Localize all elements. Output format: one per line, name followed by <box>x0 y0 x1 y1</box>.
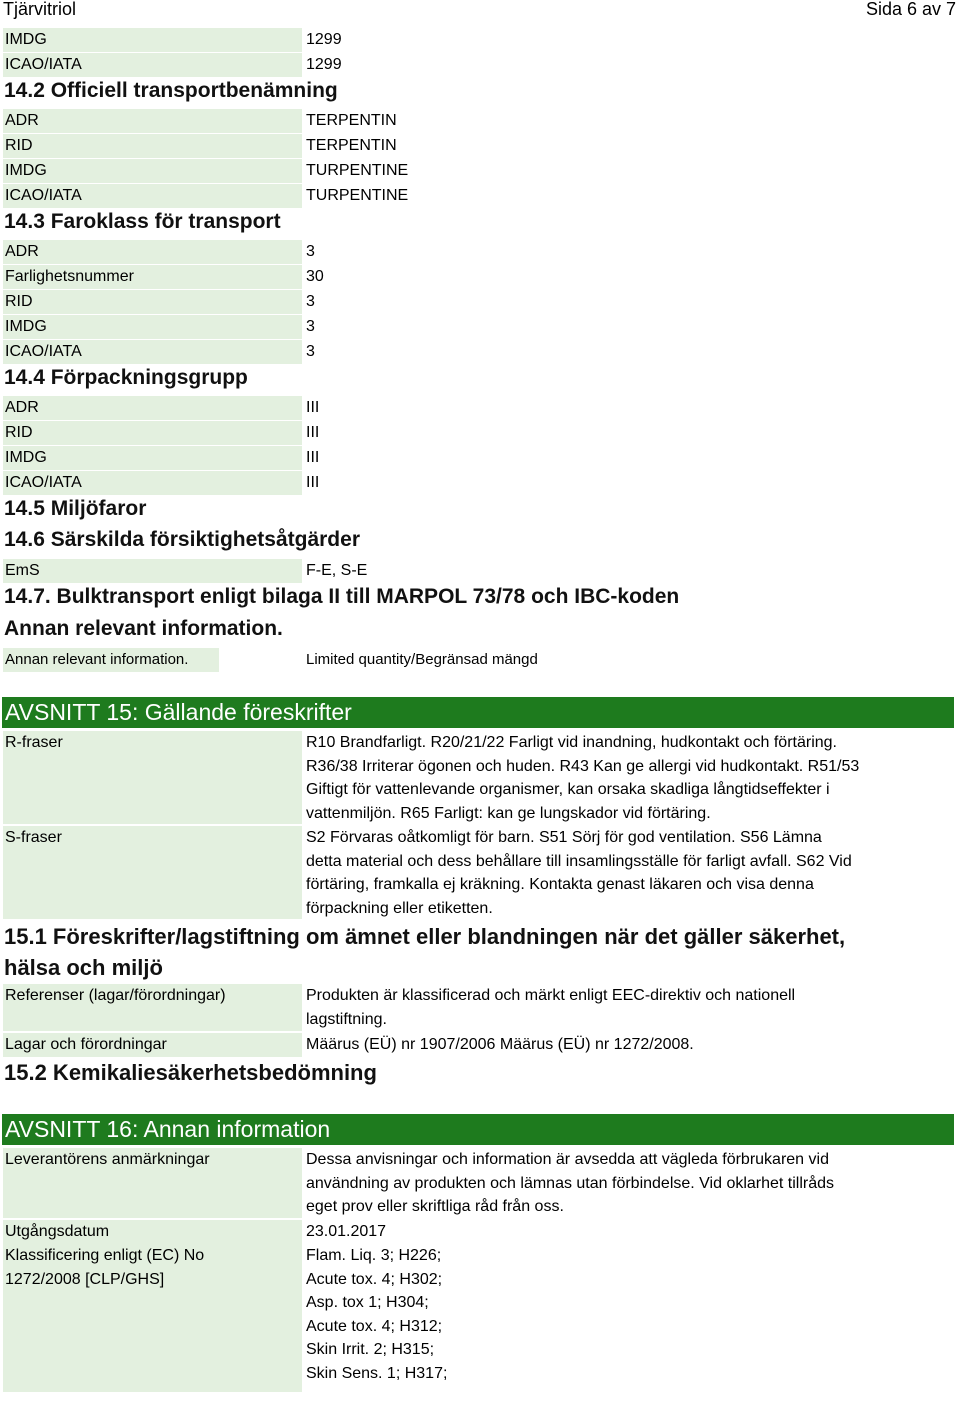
row-label: ADR <box>3 240 302 264</box>
text-line: detta material och dess behållare till insamlingsställe för farligt avfall. S62 Vid <box>306 852 852 870</box>
section-bar-16: AVSNITT 16: Annan information <box>2 1114 954 1145</box>
section-heading-14-4: 14.4 Förpackningsgrupp <box>4 366 248 389</box>
row-label: Leverantörens anmärkningar <box>3 1148 302 1218</box>
row-value: 3 <box>306 343 315 360</box>
row-label: IMDG <box>3 159 302 183</box>
row-label: ADR <box>3 109 302 133</box>
classification-values <box>306 1244 447 1385</box>
row-label: ICAO/IATA <box>3 53 302 77</box>
text-line: vattenmiljön. R65 Farligt: kan ge lungskador vid förtäring. <box>306 804 711 822</box>
supplier-notes <box>306 1148 834 1219</box>
row-label: ICAO/IATA <box>3 184 302 208</box>
document-title: Tjärvitriol <box>3 0 77 19</box>
row-value: Limited quantity/Begränsad mängd <box>306 651 538 668</box>
row-value: III <box>306 399 320 416</box>
r-phrases <box>306 731 859 825</box>
row-label: Utgångsdatum <box>3 1220 302 1244</box>
text-line: 1272/2008 [CLP/GHS] <box>5 1271 165 1288</box>
row-value: 3 <box>306 293 315 310</box>
text-line: Klassificering enligt (EC) No <box>5 1247 205 1264</box>
row-value: III <box>306 424 320 441</box>
row-label: S-fraser <box>3 826 302 919</box>
row-label: IMDG <box>3 446 302 470</box>
section-heading-14-3: 14.3 Faroklass för transport <box>4 210 281 233</box>
section-heading-14-2: 14.2 Officiell transportbenämning <box>4 79 338 102</box>
s-phrases <box>306 826 852 920</box>
section-bar-15: AVSNITT 15: Gällande föreskrifter <box>2 697 954 728</box>
row-value: TERPENTIN <box>306 112 397 129</box>
text-line: Skin Sens. 1; H317; <box>306 1364 448 1382</box>
row-value: TURPENTINE <box>306 187 409 204</box>
text-line: användning av produkten och lämnas utan förbindelse. Vid oklarhet tillråds <box>306 1174 835 1192</box>
row-value: 1299 <box>306 56 342 73</box>
row-label: EmS <box>3 559 302 583</box>
row-value: 3 <box>306 243 315 260</box>
row-label: R-fraser <box>3 731 302 824</box>
row-value: 30 <box>306 268 324 285</box>
row-value: 1299 <box>306 31 342 48</box>
section-heading-14-6: 14.6 Särskilda försiktighetsåtgärder <box>4 528 360 551</box>
text-line: Acute tox. 4; H302; <box>306 1270 443 1288</box>
text-line: R36/38 Irriterar ögonen och huden. R43 Kan ge allergi vid hudkontakt. R51/53 <box>306 757 860 775</box>
text-line: Flam. Liq. 3; H226; <box>306 1247 442 1264</box>
section-heading-14-5: 14.5 Miljöfaror <box>4 497 147 520</box>
section-heading-14-7: 14.7. Bulktransport enligt bilaga II till MARPOL 73/78 och IBC-koden <box>4 585 680 608</box>
row-value: TERPENTIN <box>306 137 397 154</box>
row-label: ICAO/IATA <box>3 471 302 495</box>
section-heading-15-2: 15.2 Kemikaliesäkerhetsbedömning <box>4 1060 377 1085</box>
row-label: RID <box>3 134 302 158</box>
laws: Määrus (EÜ) nr 1907/2006 Määrus (EÜ) nr 1272/2008. <box>306 1036 694 1053</box>
text-line: R10 Brandfarligt. R20/21/22 Farligt vid inandning, hudkontakt och förtäring. <box>306 734 837 751</box>
text-line: S2 Förvaras oåtkomligt för barn. S51 Sörj för god ventilation. S56 Lämna <box>306 829 822 846</box>
row-label: Annan relevant information. <box>3 648 219 672</box>
row-label: IMDG <box>3 315 302 339</box>
section-heading-15-1 <box>4 921 845 983</box>
references <box>306 984 795 1031</box>
row-label: Lagar och förordningar <box>3 1033 302 1057</box>
heading-line: 15.1 Föreskrifter/lagstiftning om ämnet eller blandningen när det gäller säkerhet, <box>4 924 846 949</box>
expiry-date: 23.01.2017 <box>306 1223 387 1240</box>
text-line: Acute tox. 4; H312; <box>306 1317 443 1335</box>
text-line: förtäring, framkalla ej kräkning. Kontakta genast läkaren och visa denna <box>306 876 814 893</box>
text-line: Skin Irrit. 2; H315; <box>306 1341 435 1358</box>
row-label: Farlighetsnummer <box>3 265 302 289</box>
row-value: 3 <box>306 318 315 335</box>
row-label: IMDG <box>3 28 302 52</box>
text-line: Giftigt för vattenlevande organismer, kan orsaka skadliga långtidseffekter i <box>306 781 830 798</box>
text-line: Produkten är klassificerad och märkt enligt EEC-direktiv och nationell <box>306 987 796 1004</box>
row-value: TURPENTINE <box>306 162 409 179</box>
subheading-other-info: Annan relevant information. <box>4 617 283 640</box>
row-value: III <box>306 474 320 491</box>
heading-line: hälsa och miljö <box>4 955 163 980</box>
page-number: Sida 6 av 7 <box>865 0 956 19</box>
row-label: Referenser (lagar/förordningar) <box>3 984 302 1031</box>
text-line: Dessa anvisningar och information är avsedda att vägleda förbrukaren vid <box>306 1151 829 1168</box>
row-label: ICAO/IATA <box>3 340 302 364</box>
text-line: eget prov eller skriftliga råd från oss. <box>306 1198 564 1215</box>
text-line: lagstiftning. <box>306 1010 387 1028</box>
row-label: ADR <box>3 396 302 420</box>
text-line: Asp. tox 1; H304; <box>306 1294 429 1311</box>
text-line: förpackning eller etiketten. <box>306 899 493 917</box>
classification-label <box>3 1244 302 1392</box>
row-label: RID <box>3 421 302 445</box>
row-value: III <box>306 449 320 466</box>
row-value: F-E, S-E <box>306 562 368 579</box>
row-label: RID <box>3 290 302 314</box>
